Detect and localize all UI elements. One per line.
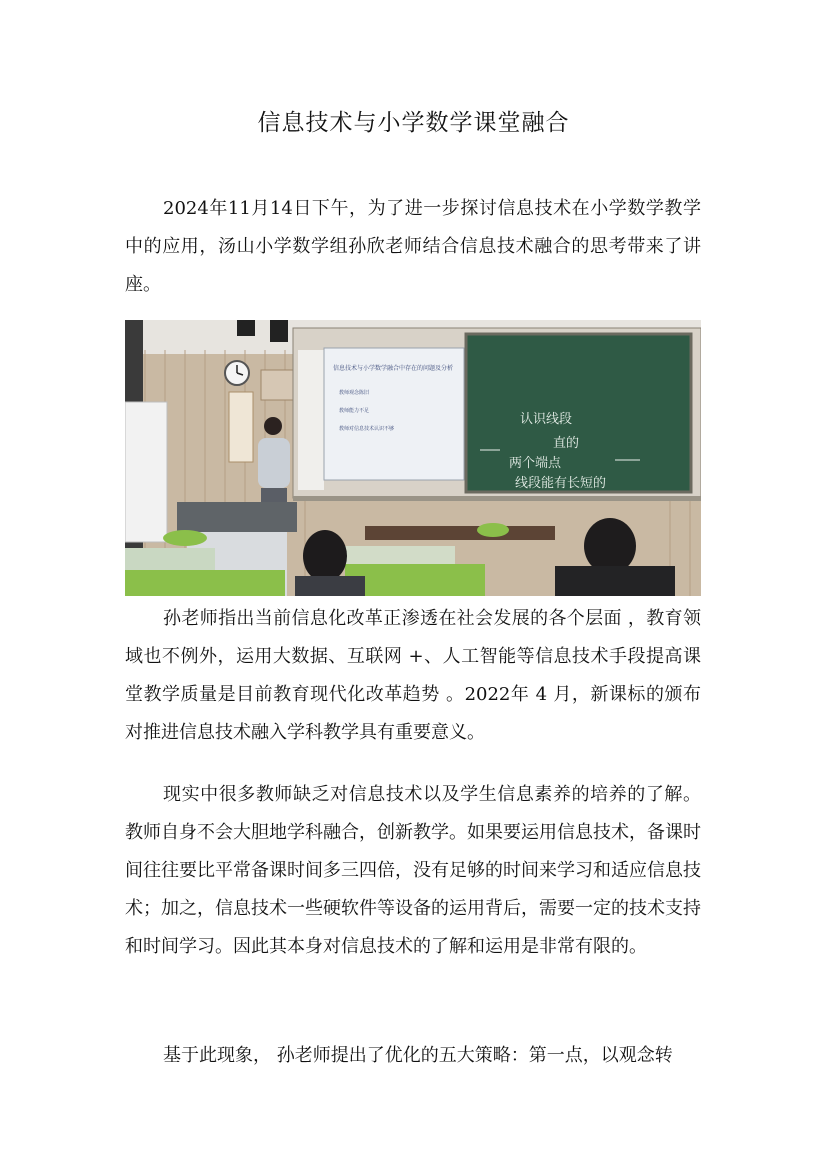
board-text-title: 认识线段 [520,412,573,427]
slide-bullet-2: 教师能力不足 [339,408,370,414]
paragraph-intro: 2024年11月14日下午，为了进一步探讨信息技术在小学数学教学中的应用，汤山小学数学组孙欣老师结合信息技术融合的思考带来了讲座。 [125,198,701,295]
paragraph-strategies: 基于此现象， 孙老师提出了优化的五大策略：第一点，以观念转 [163,1045,673,1066]
paragraph-policy: 孙老师指出当前信息化改革正渗透在社会发展的各个层面 ，教育领域也不例外，运用大数据、互联网 +、人工智能等信息技术手段提高课堂教学质量是目前教育现代化改革趋势 。2022年 4 月，新课标的颁布对推进信息技术融入学科教学具有重要意义。 [125,608,701,743]
board-text-length: 线段能有长短的 [515,476,607,491]
slide-bullet-1: 教师观念陈旧 [339,390,370,396]
slide-bullet-3: 教师对信息技术认识不够 [339,426,395,432]
board-text-endpoints: 两个端点 [509,456,562,471]
classroom-photo [125,320,701,596]
slide-title: 信息技术与小学数学融合中存在的问题及分析 [333,365,454,372]
paragraph-problem: 现实中很多教师缺乏对信息技术以及学生信息素养的培养的了解。教师自身不会大胆地学科融合，创新教学。如果要运用信息技术，备课时间往往要比平常备课时间多三四倍，没有足够的时间来学习和适应信息技术；加之，信息技术一些硬软件等设备的运用背后，需要一定的技术支持和时间学习。因此其本身对信息技术的了解和运用是非常有限的。 [125,784,701,957]
board-text-straight: 直的 [553,436,580,451]
page-title: 信息技术与小学数学课堂融合 [257,110,570,136]
